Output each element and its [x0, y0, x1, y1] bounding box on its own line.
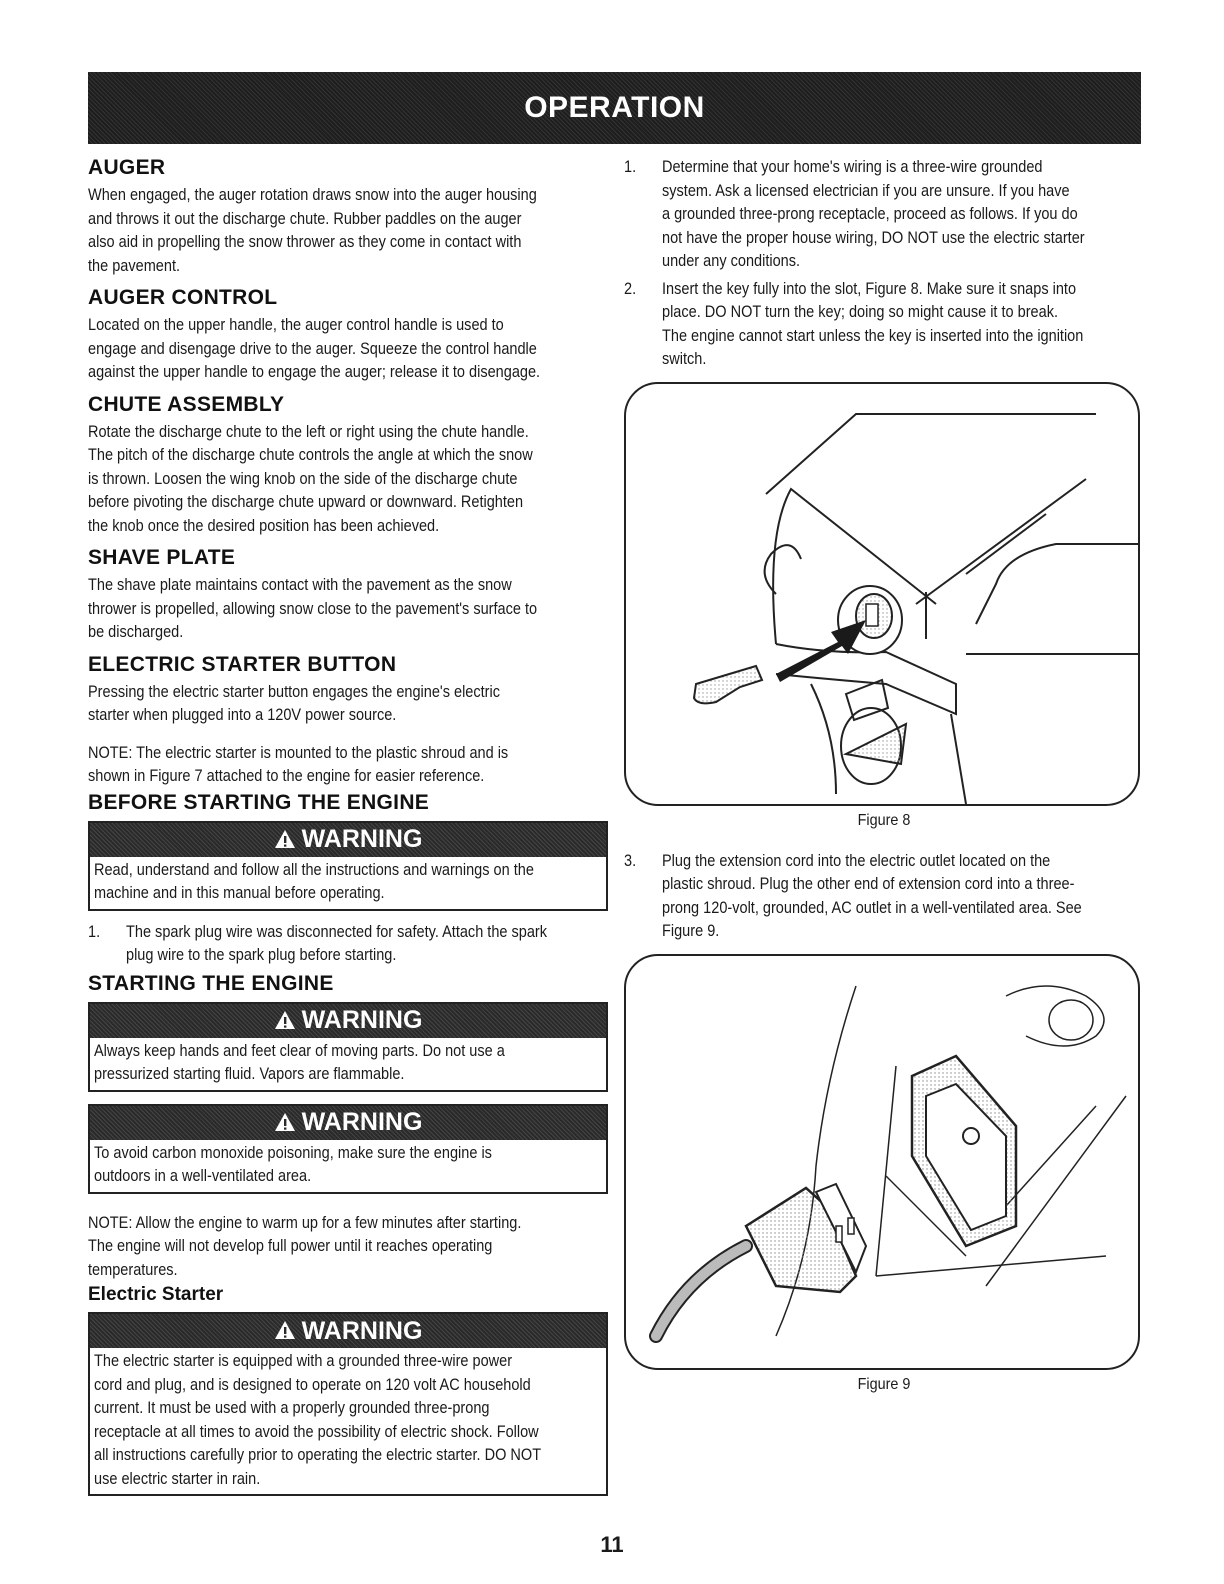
heading-electric-starter-button: ELECTRIC STARTER BUTTON [88, 652, 397, 676]
text-line: the pavement. [88, 256, 181, 275]
text-line: shown in Figure 7 attached to the engine for easier reference. [88, 767, 485, 785]
shave-plate-text [88, 574, 608, 645]
warning-box [88, 821, 608, 911]
text-line: The pitch of the discharge chute controls the angle at which the snow [88, 446, 533, 464]
warning-box [88, 1104, 608, 1194]
text-line: receptacle at all times to avoid the possibility of electric shock. Follow [94, 1422, 539, 1441]
text-line: Rotate the discharge chute to the left or right using the chute handle. [88, 422, 529, 441]
warning-body [90, 1140, 606, 1192]
electric-starter-button-text [88, 681, 608, 728]
text-line: prong 120-volt, grounded, AC outlet in a well-ventilated area. See [662, 898, 1082, 917]
text-line: Always keep hands and feet clear of moving parts. Do not use a [94, 1041, 505, 1060]
figure-8-illustration [624, 382, 1140, 806]
text-line: The spark plug wire was disconnected for safety. Attach the spark [126, 922, 548, 941]
list-number: 1. [624, 158, 637, 176]
warning-triangle-icon [274, 829, 296, 849]
text-line: Determine that your home's wiring is a three-wire grounded [662, 158, 1043, 176]
section-banner [88, 72, 1141, 144]
figure-9-illustration [624, 954, 1140, 1370]
text-line: thrower is propelled, allowing snow close to the pavement's surface to [88, 599, 538, 618]
warning-triangle-icon [274, 1010, 296, 1030]
starting-note [88, 1212, 608, 1283]
electric-starter-note [88, 742, 608, 789]
text-line: system. Ask a licensed electrician if you are unsure. If you have [662, 181, 1070, 200]
text-line: To avoid carbon monoxide poisoning, make sure the engine is [94, 1143, 492, 1162]
warning-label: WARNING [301, 1006, 423, 1034]
text-line: a grounded three-prong receptacle, proceed as follows. If you do [662, 205, 1078, 223]
text-line: is thrown. Loosen the wing knob on the side of the discharge chute [88, 469, 518, 488]
heading-before-starting: BEFORE STARTING THE ENGINE [88, 790, 430, 814]
text-line: NOTE: Allow the engine to warm up for a few minutes after starting. [88, 1213, 522, 1232]
list-item [624, 278, 1144, 372]
heading-shave-plate: SHAVE PLATE [88, 546, 236, 569]
text-line: cord and plug, and is designed to operate on 120 volt AC household [94, 1375, 531, 1394]
text-line: be discharged. [88, 623, 184, 641]
heading-auger-control: AUGER CONTROL [88, 286, 278, 309]
warning-triangle-icon [274, 1112, 296, 1132]
text-line: place. DO NOT turn the key; doing so might cause it to break. [662, 303, 1058, 321]
warning-label: WARNING [301, 1316, 423, 1345]
ignition-key-illustration [626, 384, 1138, 804]
text-line: The engine cannot start unless the key is inserted into the ignition [662, 326, 1084, 345]
text-line: switch. [662, 350, 707, 368]
list-number: 3. [624, 851, 637, 870]
text-line: current. It must be used with a properly grounded three-prong [94, 1399, 490, 1417]
text-line: Insert the key fully into the slot, Figure 8. Make sure it snaps into [662, 279, 1077, 298]
heading-starting-engine: STARTING THE ENGINE [88, 971, 334, 995]
text-line: the knob once the desired position has been achieved. [88, 516, 440, 535]
right-column [624, 156, 1144, 1394]
text-line: not have the proper house wiring, DO NOT use the electric starter [662, 228, 1085, 247]
figure-9-caption: Figure 9 [857, 1375, 911, 1393]
left-column [88, 156, 608, 1496]
list-number: 1. [88, 922, 101, 941]
text-line: machine and in this manual before operating. [94, 884, 385, 902]
text-line: Located on the upper handle, the auger control handle is used to [88, 316, 504, 334]
warning-body [90, 1038, 606, 1090]
warning-header [90, 1314, 606, 1348]
section-title: OPERATION [524, 91, 705, 124]
auger-control-text [88, 314, 608, 385]
warning-header [90, 1004, 606, 1038]
warning-box [88, 1312, 608, 1496]
auger-text [88, 184, 608, 278]
text-line: under any conditions. [662, 252, 801, 270]
text-line: plug wire to the spark plug before starting. [126, 946, 397, 964]
list-item [624, 156, 1144, 274]
text-line: The shave plate maintains contact with the pavement as the snow [88, 576, 512, 594]
page-number: 11 [600, 1532, 624, 1557]
text-line: Pressing the electric starter button engages the engine's electric [88, 682, 500, 701]
text-line: and throws it out the discharge chute. Rubber paddles on the auger [88, 209, 522, 228]
text-line: outdoors in a well-ventilated area. [94, 1167, 312, 1185]
text-line: Figure 9. [662, 922, 720, 940]
heading-chute-assembly: CHUTE ASSEMBLY [88, 392, 285, 416]
text-line: Read, understand and follow all the instructions and warnings on the [94, 860, 534, 879]
list-item [88, 921, 608, 968]
warning-body [90, 1348, 606, 1494]
text-line: pressurized starting fluid. Vapors are flammable. [94, 1065, 405, 1083]
warning-header [90, 823, 606, 857]
text-line: plastic shroud. Plug the other end of extension cord into a three- [662, 875, 1075, 893]
text-line: temperatures. [88, 1260, 178, 1279]
text-line: The engine will not develop full power until it reaches operating [88, 1237, 493, 1255]
text-line: all instructions carefully prior to operating the electric starter. DO NOT [94, 1446, 542, 1464]
warning-label: WARNING [301, 1108, 423, 1136]
text-line: NOTE: The electric starter is mounted to the plastic shroud and is [88, 743, 509, 762]
text-line: also aid in propelling the snow thrower as they come in contact with [88, 233, 522, 251]
text-line: before pivoting the discharge chute upward or downward. Retighten [88, 493, 524, 511]
warning-triangle-icon [274, 1320, 296, 1340]
warning-body [90, 857, 606, 909]
figure-8-caption: Figure 8 [857, 811, 911, 829]
text-line: Plug the extension cord into the electric outlet located on the [662, 851, 1051, 870]
extension-cord-illustration [626, 956, 1138, 1368]
warning-box [88, 1002, 608, 1092]
warning-label: WARNING [301, 825, 423, 853]
heading-electric-starter: Electric Starter [88, 1284, 224, 1305]
list-item [624, 850, 1144, 944]
warning-header [90, 1106, 606, 1140]
text-line: use electric starter in rain. [94, 1469, 261, 1488]
list-number: 2. [624, 279, 637, 298]
text-line: The electric starter is equipped with a grounded three-wire power [94, 1352, 513, 1370]
text-line: starter when plugged into a 120V power source. [88, 706, 397, 724]
text-line: When engaged, the auger rotation draws snow into the auger housing [88, 186, 537, 204]
text-line: against the upper handle to engage the auger; release it to disengage. [88, 363, 541, 381]
heading-auger: AUGER [88, 156, 166, 179]
chute-assembly-text [88, 421, 608, 539]
text-line: engage and disengage drive to the auger. Squeeze the control handle [88, 339, 537, 358]
